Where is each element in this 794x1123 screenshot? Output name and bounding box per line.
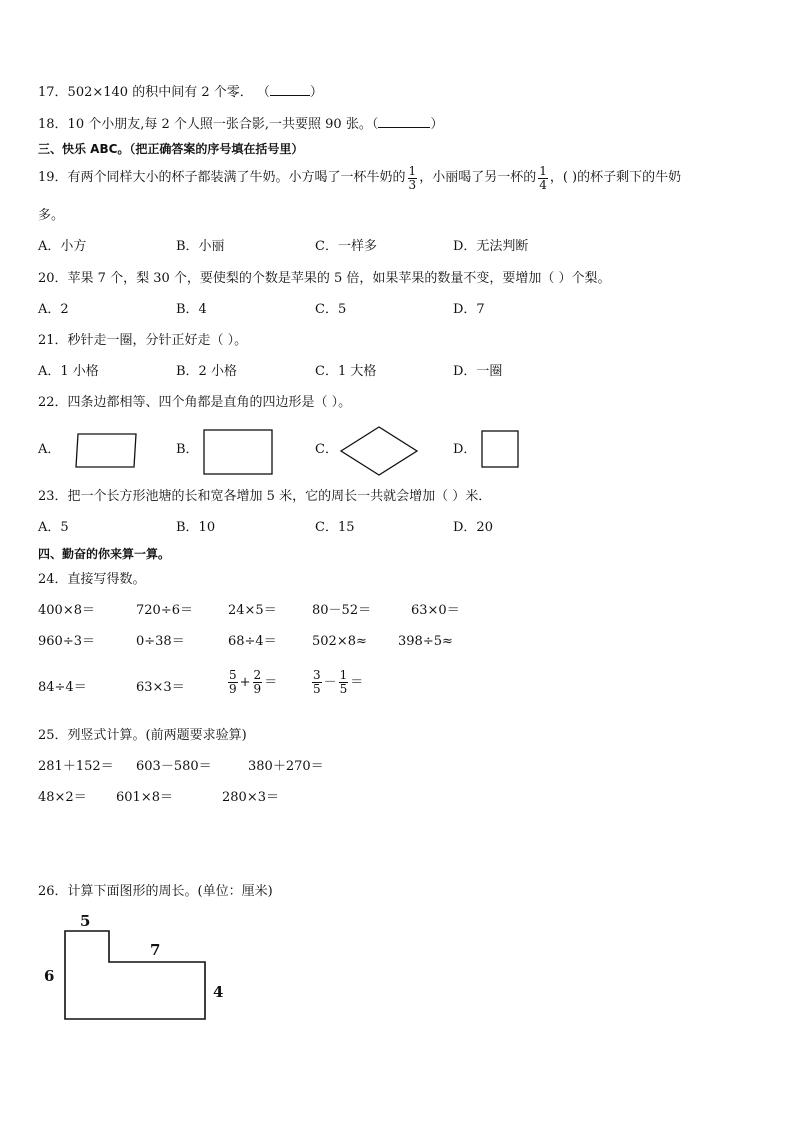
calc-item: 603－580＝ [136, 759, 212, 774]
calc-item: 24×5＝ [228, 603, 277, 618]
option-d[interactable]: D．一圈 [453, 364, 503, 379]
option-c[interactable]: C． [315, 442, 338, 457]
option-c[interactable]: C．15 [315, 520, 355, 535]
option-c[interactable]: C．一样多 [315, 239, 377, 254]
answer-blank[interactable] [378, 115, 430, 128]
calc-item: 280×3＝ [222, 790, 279, 805]
option-b[interactable]: B．10 [176, 520, 216, 535]
option-b[interactable]: B．小丽 [176, 239, 225, 254]
calc-item: 502×8≈ [312, 634, 367, 649]
parallelogram-shape [66, 432, 138, 470]
rectangle-shape [202, 428, 274, 476]
option-a[interactable]: A．2 [38, 302, 69, 317]
calc-item: 63×3＝ [136, 680, 185, 695]
option-b[interactable]: B． [176, 442, 199, 457]
dimension-label-top: 5 [80, 912, 91, 930]
calc-item: 281＋152＝ [38, 759, 114, 774]
option-c[interactable]: C．1 大格 [315, 364, 377, 379]
calc-item: 63×0＝ [411, 603, 460, 618]
question-17: 17．502×140 的积中间有 2 个零． （ ） [38, 85, 323, 100]
calc-item: 68÷4＝ [228, 634, 277, 649]
calc-item: 601×8＝ [116, 790, 173, 805]
calc-item: 960÷3＝ [38, 634, 95, 649]
option-d[interactable]: D．7 [453, 302, 485, 317]
calc-item: 84÷4＝ [38, 680, 87, 695]
l-shape-figure [40, 910, 240, 1030]
option-c[interactable]: C．5 [315, 302, 347, 317]
calc-item: 380＋270＝ [248, 759, 324, 774]
option-d[interactable]: D．无法判断 [453, 239, 529, 254]
calc-item: 0÷38＝ [136, 634, 185, 649]
calc-item: 80－52＝ [312, 603, 372, 618]
question-22: 22．四条边都相等、四个角都是直角的四边形是（ ）。 [38, 395, 352, 410]
question-25-title: 25．列竖式计算。(前两题要求验算) [38, 728, 247, 743]
question-23: 23．把一个长方形池塘的长和宽各增加 5 米，它的周长一共就会增加（ ）米． [38, 489, 492, 504]
dimension-label-right: 4 [213, 983, 224, 1001]
option-b[interactable]: B．2 小格 [176, 364, 237, 379]
answer-blank[interactable] [270, 83, 310, 96]
fraction-expression-1: $\frac{5}{9}$ + $\frac{2}{9}$ ＝ [229, 668, 278, 696]
option-a[interactable]: A． [38, 442, 61, 457]
dimension-label-left: 6 [44, 967, 55, 985]
question-19-continued: 多。 [38, 208, 65, 223]
section-4-heading: 四、勤奋的你来算一算。 [38, 547, 171, 561]
question-19: 19．有两个同样大小的杯子都装满了牛奶。小方喝了一杯牛奶的 $\frac{1}{3}$ ，小丽喝了另一杯的 $\frac{1}{4}$ ，( )的杯子剩下的牛奶 [38, 163, 682, 192]
question-20: 20．苹果 7 个，梨 30 个，要使梨的个数是苹果的 5 倍，如果苹果的数量不变，要增加（ ）个梨。 [38, 271, 611, 286]
option-b[interactable]: B．4 [176, 302, 207, 317]
question-17-text: 17．502×140 的积中间有 2 个零． （ [38, 85, 270, 100]
rhombus-shape [339, 425, 419, 477]
question-18-text: 18．10 个小朋友,每 2 个人照一张合影,一共要照 90 张。（ [38, 117, 379, 132]
dimension-label-middle: 7 [150, 941, 161, 959]
calc-item: 400×8＝ [38, 603, 95, 618]
calc-item: 720÷6＝ [136, 603, 193, 618]
section-3-heading: 三、快乐 ABC。（把正确答案的序号填在括号里） [38, 142, 304, 156]
option-a[interactable]: A．小方 [38, 239, 87, 254]
option-a[interactable]: A．5 [38, 520, 69, 535]
fraction: $\frac{1}{4}$ [539, 163, 547, 192]
question-21: 21．秒针走一圈，分针正好走（ ）。 [38, 333, 248, 348]
calc-item: 48×2＝ [38, 790, 87, 805]
option-a[interactable]: A．1 小格 [38, 364, 99, 379]
square-shape [480, 430, 520, 470]
question-24-title: 24．直接写得数。 [38, 572, 146, 587]
calc-item: 398÷5≈ [398, 634, 453, 649]
fraction-expression-2: $\frac{3}{5}$ － $\frac{1}{5}$ ＝ [313, 668, 364, 696]
question-18: 18．10 个小朋友,每 2 个人照一张合影,一共要照 90 张。（ ） [38, 117, 444, 132]
question-26-title: 26．计算下面图形的周长。(单位：厘米) [38, 884, 273, 899]
option-d[interactable]: D． [453, 442, 477, 457]
option-d[interactable]: D．20 [453, 520, 493, 535]
fraction: $\frac{1}{3}$ [408, 163, 417, 192]
